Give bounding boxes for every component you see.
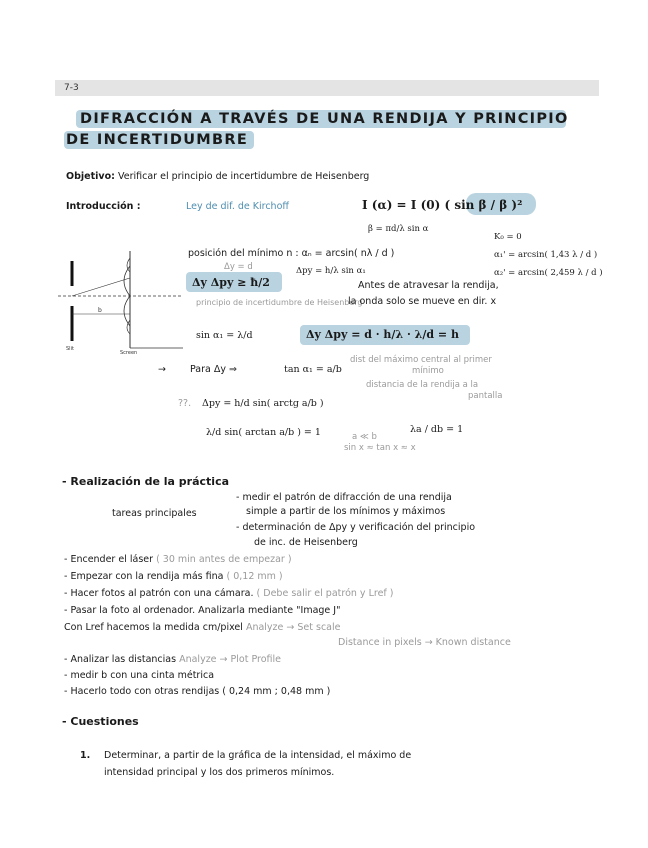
delta-y: Δy = d	[224, 262, 253, 272]
page-number: 7-3	[64, 83, 79, 93]
slit-label: Slit	[66, 346, 74, 352]
product-relation: Δy Δpy = d · h/λ · λ/d = h	[306, 328, 459, 341]
objective-text: Verificar el principio de incertidumbre de Heisenberg	[118, 171, 370, 182]
step-8: - Hacerlo todo con otras rendijas ( 0,24 mm ; 0,48 mm )	[64, 686, 331, 697]
note-b-line1: distancia de la rendija a la	[366, 380, 479, 390]
question-1-line2: intensidad principal y los dos primeros mínimos.	[104, 767, 335, 778]
step-1: - Encender el láser ( 30 min antes de empezar )	[64, 554, 292, 565]
alpha1-formula: α₁' = arcsin( 1,43 λ / d )	[494, 250, 598, 260]
para-dy: Para Δy ⇒	[190, 364, 237, 375]
heisenberg-caption: principio de incertidumbre de Heisenberg	[196, 298, 363, 307]
question-1-line1: Determinar, a partir de la gráfica de la intensidad, el máximo de	[104, 750, 412, 761]
ratio-formula: λa / db = 1	[410, 424, 464, 435]
page-header-bar	[55, 80, 599, 96]
ray-upper	[72, 278, 130, 296]
step-2: - Empezar con la rendija más fina ( 0,12 mm )	[64, 571, 283, 582]
beta-formula: β = πd/λ sin α	[368, 224, 429, 234]
note-b-line2: pantalla	[468, 391, 503, 401]
task1-line1: - medir el patrón de difracción de una rendija	[236, 492, 452, 503]
kirchhoff-law: Ley de dif. de Kirchoff	[186, 201, 289, 212]
b-label: b	[98, 307, 102, 314]
main-tasks-label: tareas principales	[112, 508, 197, 519]
intensity-formula: I (α) = I (0) ( sin β / β )²	[362, 198, 523, 212]
note-a-line1: dist del máximo central al primer	[350, 355, 492, 365]
sin-relation: sin α₁ = λ/d	[196, 330, 253, 341]
arrow-para: →	[158, 364, 166, 375]
step-7: - medir b con una cinta métrica	[64, 670, 215, 681]
heisenberg-inequality: Δy Δpy ≥ ħ/2	[192, 276, 270, 289]
screen-label: Screen	[120, 350, 138, 356]
approx-1: a ≪ b	[352, 432, 377, 442]
objective-label: Objetivo:	[66, 171, 115, 182]
dp-formula: Δpy = h/d sin( arctg a/b )	[202, 398, 324, 409]
approx-2: sin x ≈ tan x ≈ x	[344, 443, 416, 453]
note-a-line2: mínimo	[412, 366, 444, 376]
step-3: - Hacer fotos al patrón con una cámara. ( Debe salir el patrón y Lref )	[64, 588, 394, 599]
question-marks: ??.	[178, 398, 192, 409]
before-slit-line1: Antes de atravesar la rendija,	[358, 280, 499, 291]
slit-diagram	[58, 246, 188, 356]
task2-line2: de inc. de Heisenberg	[254, 537, 358, 548]
k-zero: K₀ = 0	[494, 232, 522, 242]
intro-label: Introducción :	[66, 201, 141, 212]
page-title: DIFRACCIÓN A TRAVÉS DE UNA RENDIJA Y PRINCIPIO	[80, 111, 569, 127]
before-slit-line2: la onda solo se mueve en dir. x	[348, 296, 497, 307]
section-questions: - Cuestiones	[62, 715, 139, 728]
page-title-line2: DE INCERTIDUMBRE	[66, 132, 249, 148]
task2-line1: - determinación de Δpy y verificación del principio	[236, 522, 476, 533]
task1-line2: simple a partir de los mínimos y máximos	[246, 506, 446, 517]
step-4: - Pasar la foto al ordenador. Analizarla mediante "Image J"	[64, 605, 341, 616]
final-formula: λ/d sin( arctan a/b ) = 1	[206, 427, 321, 438]
step-5: Con Lref hacemos la medida cm/pixel Analyze → Set scale	[64, 622, 341, 633]
step-5-note: Distance in pixels → Known distance	[338, 637, 511, 648]
tan-relation: tan α₁ = a/b	[284, 364, 342, 375]
delta-py-formula: Δpy = h/λ sin α₁	[296, 266, 366, 276]
section-realization: - Realización de la práctica	[62, 475, 230, 488]
step-6: - Analizar las distancias Analyze → Plot Profile	[64, 654, 281, 665]
question-1-number: 1.	[80, 750, 91, 761]
min-position-formula: posición del mínimo n : αₙ = arcsin( nλ / d )	[188, 248, 395, 259]
alpha2-formula: α₂' = arcsin( 2,459 λ / d )	[494, 268, 603, 278]
